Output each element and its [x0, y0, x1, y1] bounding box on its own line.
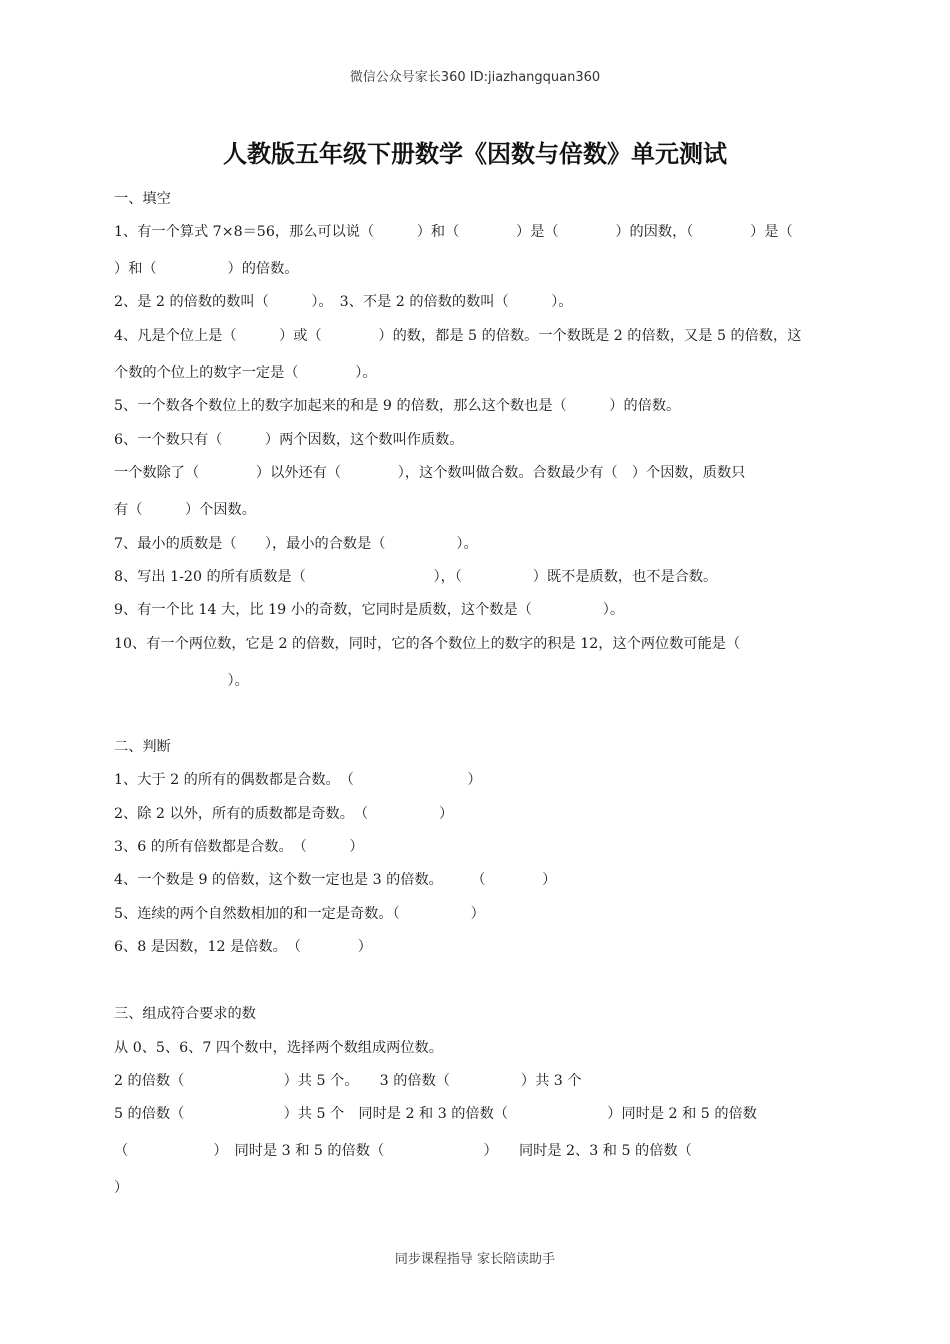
- fill-q6-line3: 有（ ）个因数。: [114, 502, 256, 518]
- compose-line2: 5 的倍数（ ）共 5 个 同时是 2 和 3 的倍数（ ）同时是 2 和 5 的倍数: [114, 1106, 757, 1122]
- section-compose-heading: 三、组成符合要求的数: [114, 1006, 256, 1022]
- judge-q2: 2、除 2 以外，所有的质数都是奇数。 （ ）: [114, 806, 454, 822]
- section-fill-heading: 一、填空: [114, 191, 171, 207]
- compose-line4: ）: [114, 1180, 129, 1196]
- fill-q6: 6、一个数只有（ ）两个因数，这个数叫作质数。: [114, 432, 464, 448]
- page-header: 微信公众号家长360 ID:jiazhangquan360: [349, 70, 601, 85]
- judge-q4: 4、一个数是 9 的倍数，这个数一定也是 3 的倍数。 （ ）: [114, 872, 557, 888]
- judge-q3: 3、6 的所有倍数都是合数。 （ ）: [114, 839, 364, 855]
- fill-q10-line2: ）。: [114, 673, 249, 689]
- section-judge-heading: 二、判断: [114, 739, 171, 755]
- compose-line3: （ ） 同时是 3 和 5 的倍数（ ） 同时是 2、3 和 5 的倍数（: [114, 1143, 692, 1159]
- fill-q9: 9、有一个比 14 大，比 19 小的奇数，它同时是质数，这个数是（ ）。: [114, 602, 625, 618]
- judge-q5: 5、连续的两个自然数相加的和一定是奇数。（ ）: [114, 906, 485, 922]
- compose-intro: 从 0、5、6、7 四个数中，选择两个数组成两位数。: [114, 1040, 443, 1056]
- fill-q8: 8、写出 1-20 的所有质数是（ ），（ ）既不是质数，也不是合数。: [114, 569, 718, 585]
- fill-q5: 5、一个数各个数位上的数字加起来的和是 9 的倍数，那么这个数也是（ ）的倍数。: [114, 398, 681, 414]
- judge-q1: 1、大于 2 的所有的偶数都是合数。 （ ）: [114, 772, 482, 788]
- judge-q6: 6、8 是因数，12 是倍数。 （ ）: [114, 939, 372, 955]
- fill-q2-q3: 2、是 2 的倍数的数叫（ ）。 3、不是 2 的倍数的数叫（ ）。: [114, 294, 573, 310]
- fill-q1-line1: 1、有一个算式 7×8＝56，那么可以说（ ）和（ ）是（ ）的因数，（ ）是（: [114, 224, 793, 240]
- fill-q1-line2: ）和（ ）的倍数。: [114, 261, 299, 277]
- fill-q10-line1: 10、有一个两位数，它是 2 的倍数，同时，它的各个数位上的数字的积是 12，这个两位数可能是（: [114, 636, 741, 652]
- fill-q4-line1: 4、凡是个位上是（ ）或（ ）的数，都是 5 的倍数。一个数既是 2 的倍数，又是 5 的倍数，这: [114, 328, 802, 344]
- page-footer: 同步课程指导 家长陪读助手: [394, 1252, 556, 1267]
- page-title: 人教版五年级下册数学《因数与倍数》单元测试: [223, 140, 727, 168]
- fill-q4-line2: 个数的个位上的数字一定是（ ）。: [114, 365, 377, 381]
- compose-line1: 2 的倍数（ ）共 5 个。 3 的倍数（ ）共 3 个: [114, 1073, 582, 1089]
- fill-q7: 7、最小的质数是（ ），最小的合数是（ ）。: [114, 536, 478, 552]
- fill-q6-line2: 一个数除了（ ）以外还有（ ），这个数叫做合数。合数最少有（ ）个因数，质数只: [114, 465, 746, 481]
